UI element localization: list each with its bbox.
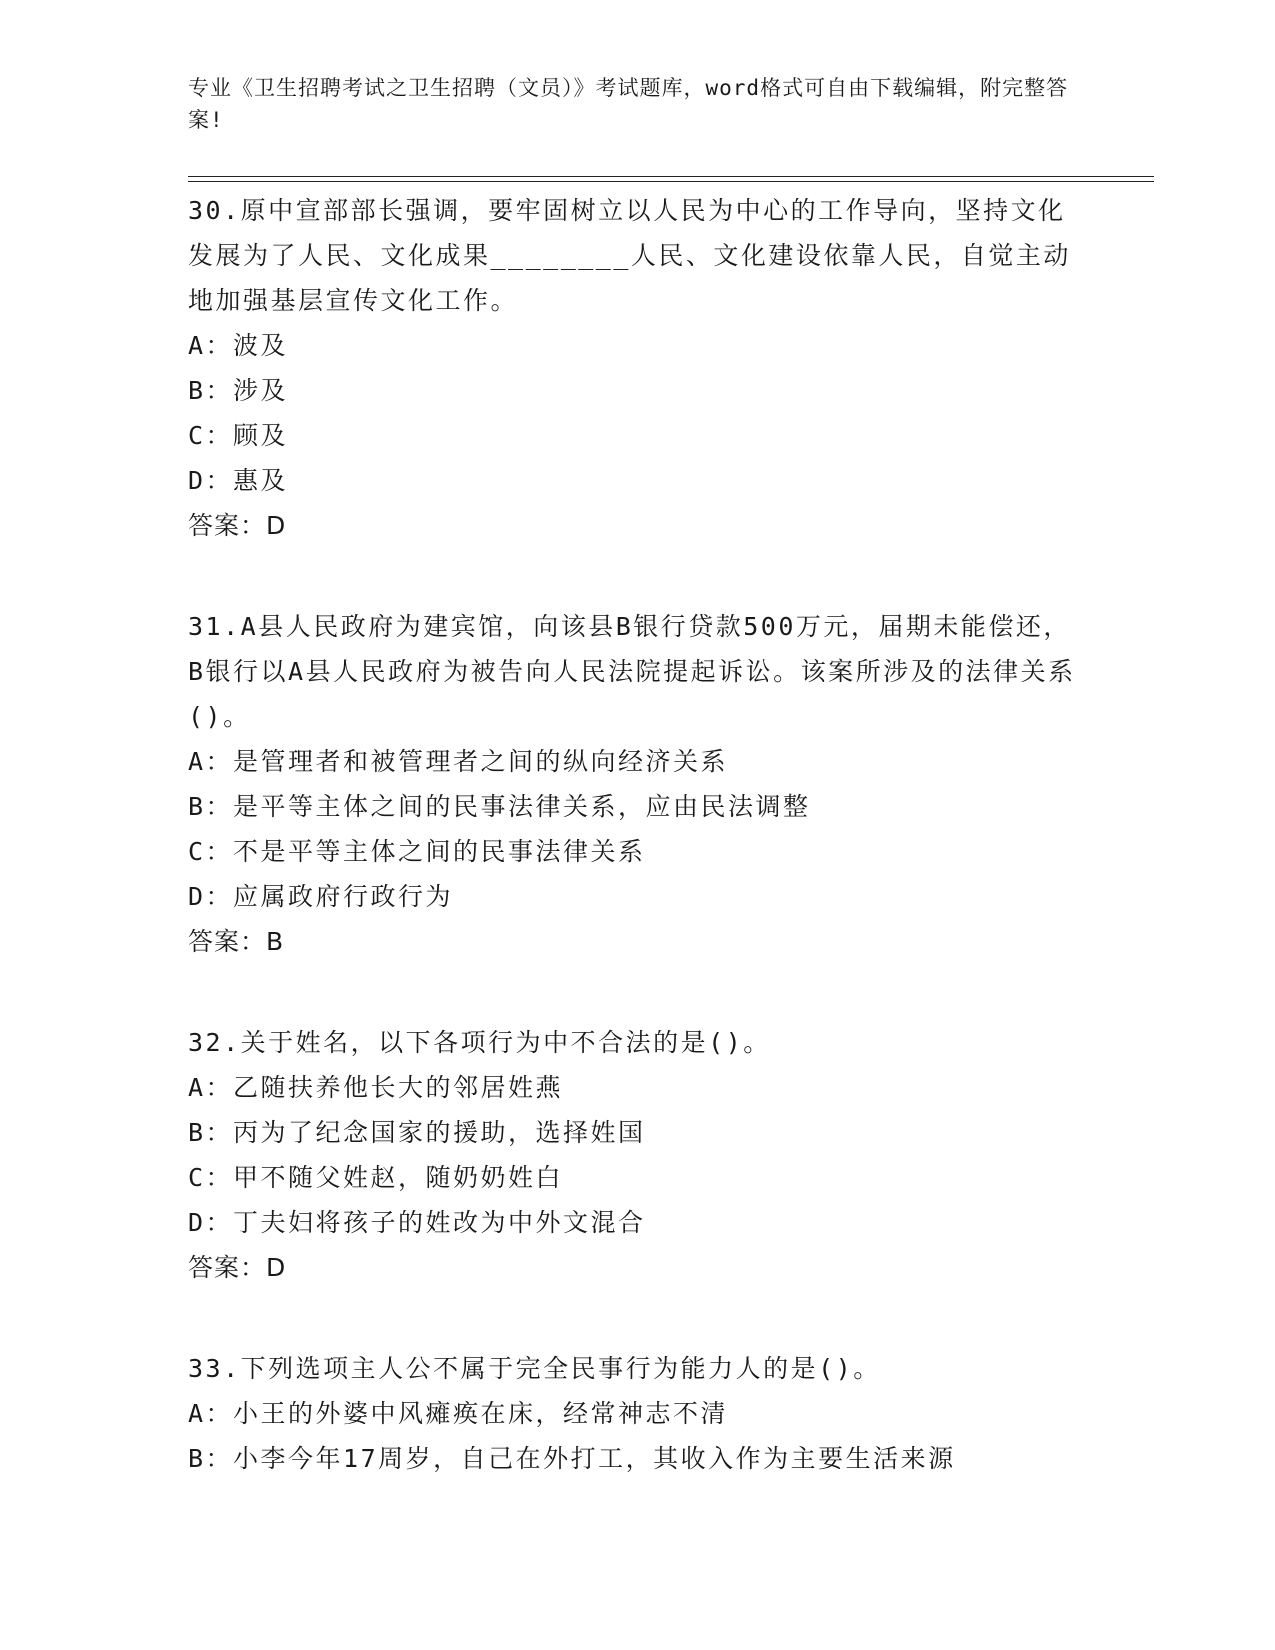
option-d: D：丁夫妇将孩子的姓改为中外文混合 — [188, 1208, 646, 1237]
option-c: C：顾及 — [188, 421, 289, 450]
header-rule-top — [188, 176, 1154, 177]
option-b: B：涉及 — [188, 376, 289, 405]
option-c: C：甲不随父姓赵，随奶奶姓白 — [188, 1163, 564, 1192]
answer: 答案：B — [188, 927, 285, 956]
document-header: 专业《卫生招聘考试之卫生招聘（文员）》考试题库，word格式可自由下载编辑，附完整答案! — [188, 76, 1069, 132]
question-text: 32.关于姓名，以下各项行为中不合法的是()。 — [188, 1028, 771, 1057]
option-b: B：丙为了纪念国家的援助，选择姓国 — [188, 1118, 646, 1147]
option-b: B：是平等主体之间的民事法律关系，应由民法调整 — [188, 792, 811, 821]
question-text: 33.下列选项主人公不属于完全民事行为能力人的是()。 — [188, 1354, 881, 1383]
answer: 答案：D — [188, 511, 287, 540]
option-a: A：乙随扶养他长大的邻居姓燕 — [188, 1073, 564, 1102]
option-d: D：应属政府行政行为 — [188, 882, 454, 911]
option-c: C：不是平等主体之间的民事法律关系 — [188, 837, 646, 866]
question-31 — [188, 604, 1088, 964]
question-text: 30.原中宣部部长强调，要牢固树立以人民为中心的工作导向，坚持文化发展为了人民、文化成果________人民、文化建设依靠人民，自觉主动地加强基层宣传文化工作。 — [188, 196, 1071, 315]
question-list — [188, 188, 1088, 1537]
option-d: D：惠及 — [188, 466, 289, 495]
option-b: B：小李今年17周岁，自己在外打工，其收入作为主要生活来源 — [188, 1444, 956, 1473]
answer: 答案：D — [188, 1253, 287, 1282]
question-text: 31.A县人民政府为建宾馆，向该县B银行贷款500万元，届期未能偿还，B银行以A县人民政府为被告向人民法院提起诉讼。该案所涉及的法律关系()。 — [188, 612, 1076, 731]
question-33 — [188, 1346, 1088, 1481]
option-a: A：是管理者和被管理者之间的纵向经济关系 — [188, 747, 729, 776]
question-30 — [188, 188, 1088, 548]
option-a: A：波及 — [188, 331, 289, 360]
question-32 — [188, 1020, 1088, 1290]
option-a: A：小王的外婆中风瘫痪在床，经常神志不清 — [188, 1399, 729, 1428]
header-rule-bottom — [188, 181, 1154, 182]
